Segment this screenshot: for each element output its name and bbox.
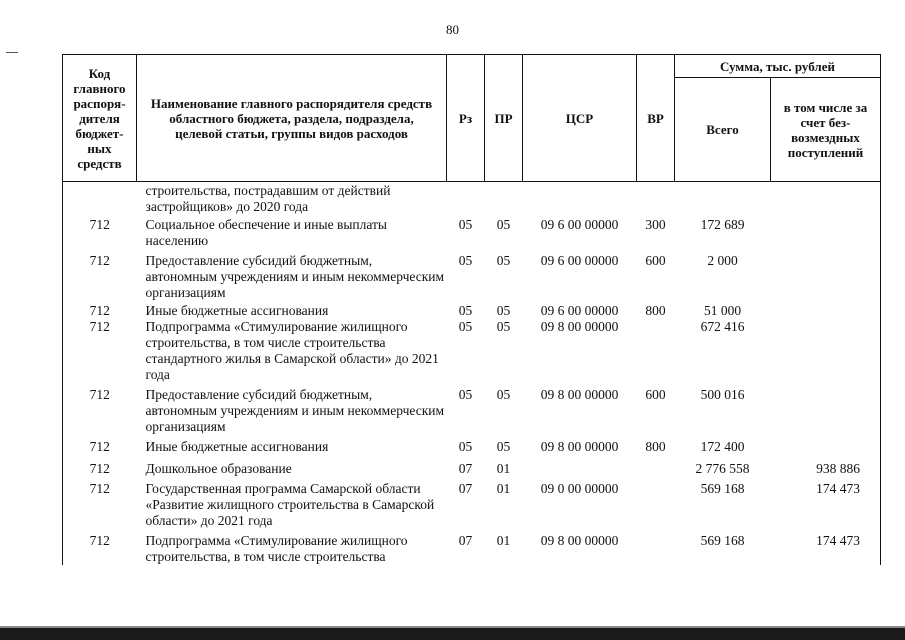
row-code: 712	[63, 249, 137, 301]
row-grants: 938 886	[771, 455, 881, 477]
row-csr: 09 8 00 00000	[540, 387, 619, 402]
table-row	[63, 477, 881, 529]
header-code: Код главного распоря-дителя бюджет-ных средств	[63, 55, 137, 182]
row-csr: 09 6 00 00000	[540, 303, 619, 318]
row-csr: 09 8 00 00000	[540, 319, 619, 334]
row-grants	[771, 435, 881, 455]
row-total: 672 416	[700, 319, 745, 334]
table-row	[63, 455, 881, 477]
table-row	[63, 249, 881, 301]
header-total: Всего	[675, 78, 771, 182]
row-csr: 09 0 00 00000	[540, 481, 619, 496]
row-name: Подпрограмма «Стимулирование жилищного строительства, в том числе строительства	[145, 533, 408, 564]
row-vr: 800	[645, 439, 666, 454]
row-rz: 05	[458, 303, 473, 318]
row-code: 712	[63, 301, 137, 319]
row-grants: 174 473	[771, 477, 881, 529]
row-rz: 05	[458, 217, 473, 232]
row-csr	[523, 182, 637, 216]
row-vr: 600	[645, 387, 666, 402]
row-rz: 05	[458, 319, 473, 334]
header-csr: ЦСР	[523, 55, 637, 182]
scan-mark	[6, 52, 18, 53]
row-rz: 05	[458, 253, 473, 268]
row-pr: 05	[496, 253, 511, 268]
row-grants	[771, 383, 881, 435]
row-code: 712	[63, 529, 137, 565]
row-csr: 09 8 00 00000	[540, 439, 619, 454]
row-rz	[447, 182, 485, 216]
row-csr	[523, 455, 637, 477]
row-total: 500 016	[700, 387, 745, 402]
row-code: 712	[63, 383, 137, 435]
row-name: Предоставление субсидий бюджетным, автономным учреждениям и иным некоммерческим организациям	[145, 253, 445, 300]
table-row	[63, 435, 881, 455]
row-grants	[771, 301, 881, 319]
row-code: 712	[63, 477, 137, 529]
row-csr: 09 6 00 00000	[540, 217, 619, 232]
row-pr	[485, 182, 523, 216]
row-pr: 05	[496, 319, 511, 334]
row-rz: 05	[458, 387, 473, 402]
row-total: 569 168	[700, 533, 745, 548]
row-grants	[771, 319, 881, 383]
row-name: строительства, пострадавшим от действий застройщиков» до 2020 года	[145, 183, 391, 214]
row-name: Социальное обеспечение и иные выплаты населению	[145, 217, 387, 248]
scan-edge-bar	[0, 628, 905, 640]
header-rz: Рз	[447, 55, 485, 182]
row-pr: 05	[496, 439, 511, 454]
row-pr: 05	[496, 387, 511, 402]
row-pr: 05	[496, 217, 511, 232]
row-vr: 300	[645, 217, 666, 232]
row-vr	[637, 477, 675, 529]
row-vr	[637, 455, 675, 477]
row-name: Предоставление субсидий бюджетным, автономным учреждениям и иным некоммерческим организациям	[145, 387, 445, 434]
table-row	[63, 383, 881, 435]
row-vr	[637, 319, 675, 383]
row-pr: 01	[496, 481, 511, 496]
row-name: Дошкольное образование	[145, 461, 292, 476]
row-pr: 01	[496, 461, 511, 476]
row-total: 569 168	[700, 481, 745, 496]
row-vr	[637, 182, 675, 216]
row-rz: 05	[458, 439, 473, 454]
row-grants	[771, 182, 881, 216]
row-code: 712	[63, 215, 137, 249]
row-total: 172 689	[700, 217, 745, 232]
row-rz: 07	[458, 481, 473, 496]
row-total	[675, 182, 771, 216]
table-row	[63, 182, 881, 216]
row-total: 2 776 558	[695, 461, 750, 476]
page-number: 80	[446, 22, 459, 37]
header-name: Наименование главного распорядителя средств областного бюджета, раздела, подраздела, целевой статьи, группы видов расходов	[137, 55, 447, 182]
row-vr: 600	[645, 253, 666, 268]
row-rz: 07	[458, 533, 473, 548]
row-name: Государственная программа Самарской области «Развитие жилищного строительства в Самарской области» до 2021 года	[145, 481, 435, 528]
table-body	[63, 182, 881, 566]
row-code	[63, 182, 137, 216]
row-rz: 07	[458, 461, 473, 476]
row-pr: 05	[496, 303, 511, 318]
row-code: 712	[63, 455, 137, 477]
row-csr: 09 8 00 00000	[540, 533, 619, 548]
row-code: 712	[63, 435, 137, 455]
row-csr: 09 6 00 00000	[540, 253, 619, 268]
row-grants: 174 473	[771, 529, 881, 565]
header-vr: ВР	[637, 55, 675, 182]
table-row	[63, 215, 881, 249]
row-total: 172 400	[700, 439, 745, 454]
table-row	[63, 301, 881, 319]
header-sum: Сумма, тыс. рублей	[675, 55, 881, 78]
table-row	[63, 529, 881, 565]
table-row	[63, 319, 881, 383]
header-grants: в том числе за счет без-возмездных поступлений	[771, 78, 881, 182]
row-grants	[771, 249, 881, 301]
row-vr: 800	[645, 303, 666, 318]
row-name: Подпрограмма «Стимулирование жилищного строительства, в том числе строительства стандартного жилья в Самарской области» до 2021 года	[145, 319, 439, 382]
table-header	[63, 55, 881, 182]
row-name: Иные бюджетные ассигнования	[145, 303, 329, 318]
budget-table	[62, 54, 881, 565]
row-code: 712	[63, 319, 137, 383]
row-pr: 01	[496, 533, 511, 548]
row-grants	[771, 215, 881, 249]
row-name: Иные бюджетные ассигнования	[145, 439, 329, 454]
row-total: 2 000	[707, 253, 738, 268]
row-vr	[637, 529, 675, 565]
header-pr: ПР	[485, 55, 523, 182]
row-total: 51 000	[703, 303, 742, 318]
